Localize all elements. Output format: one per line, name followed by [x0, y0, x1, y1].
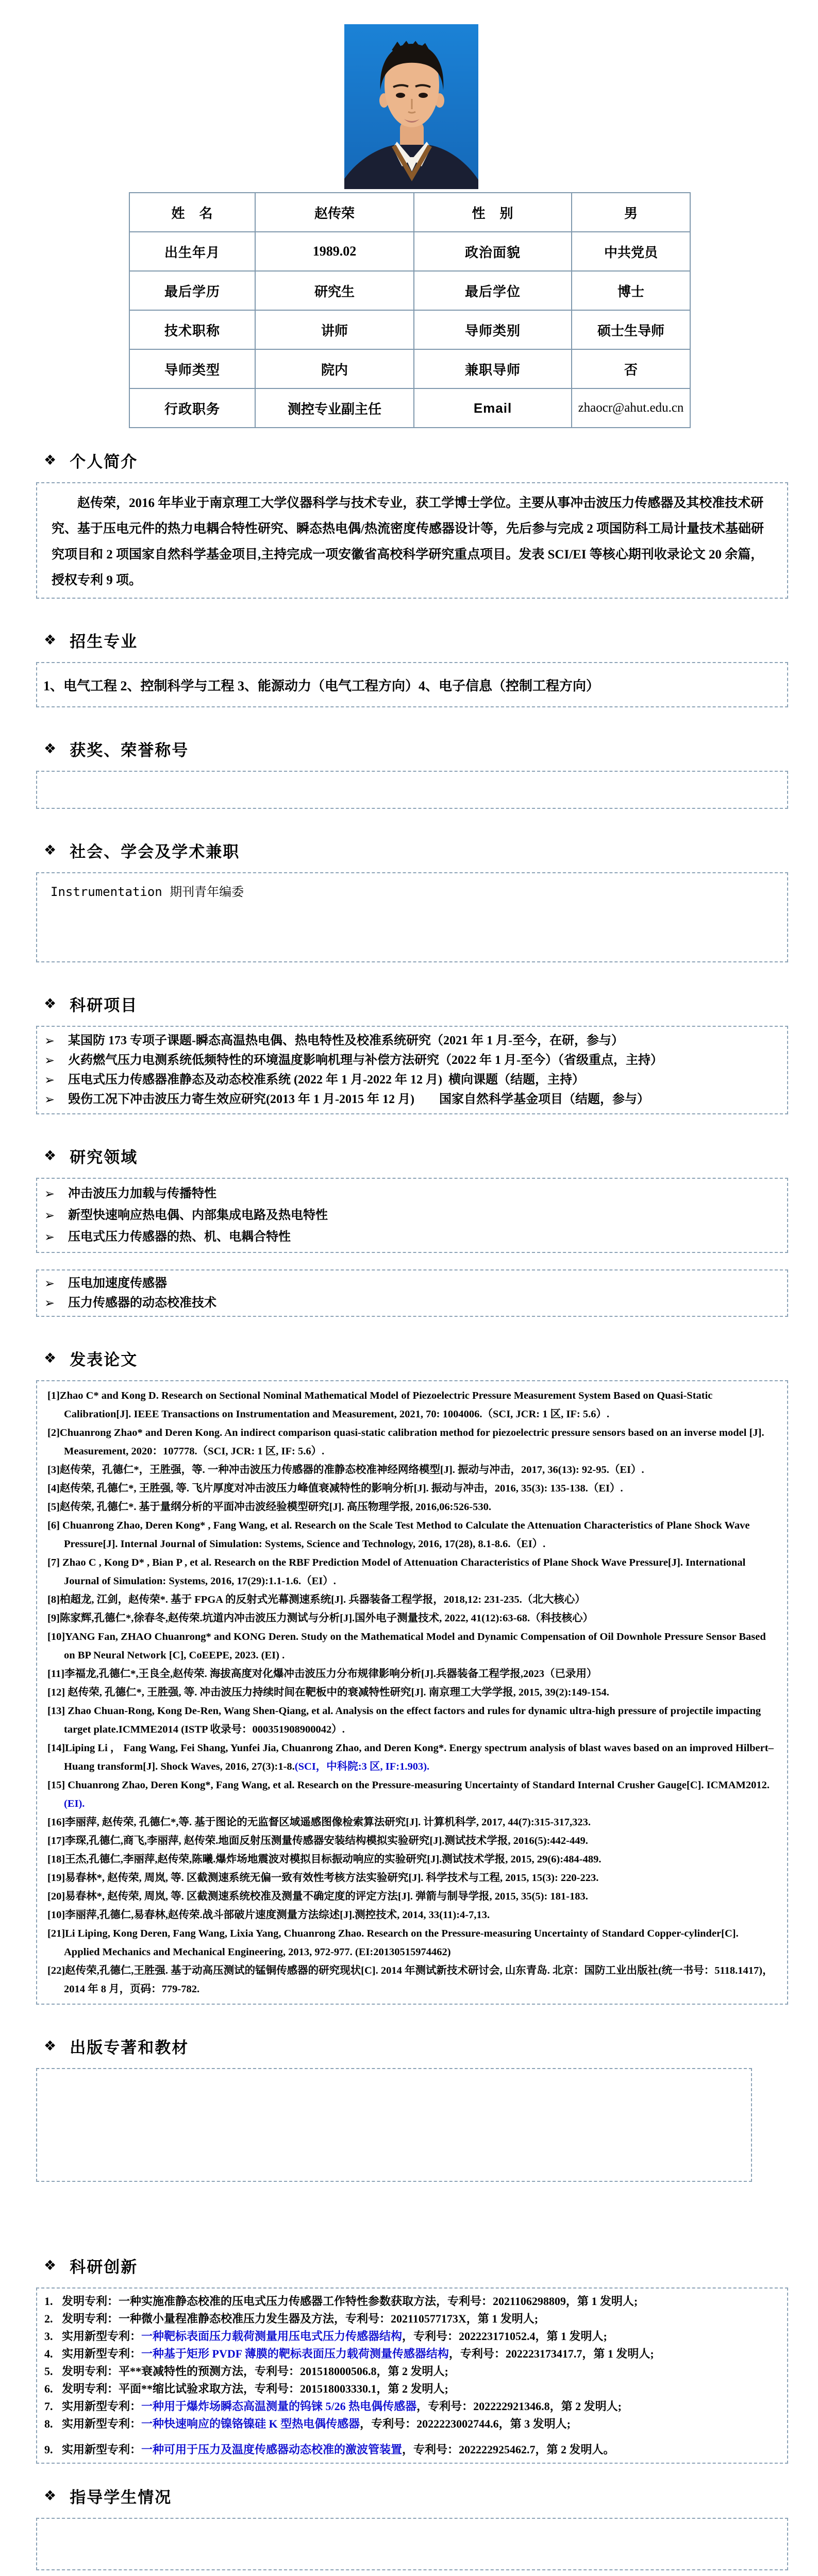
patent-details: ，专利号：202222921346.8，第 2 发明人; [416, 2400, 622, 2413]
students-box [36, 2518, 788, 2570]
patent-title: 平**衰减特性的预测方法 [119, 2365, 244, 2378]
publication-item [47, 1832, 776, 1850]
table-row [129, 193, 690, 232]
patent-details: ，专利号：2021106298809，第 1 发明人; [436, 2295, 638, 2308]
patent-item [44, 2363, 780, 2380]
table-row [129, 388, 690, 428]
section-header [44, 2035, 818, 2058]
field-label: 导师类别 [414, 310, 572, 349]
section-research-fields [0, 1144, 818, 1317]
patent-type: 实用新型专利： [62, 2400, 142, 2413]
field-value: 赵传荣 [255, 193, 414, 232]
diamond-bullet-icon [44, 1351, 56, 1365]
enrollment-text: 1、电气工程 2、控制科学与工程 3、能源动力（电气工程方向）4、电子信息（控制工程方向） [43, 678, 600, 693]
patent-type: 实用新型专利： [62, 2330, 142, 2343]
publication-item [47, 1869, 776, 1887]
enrollment-box [36, 662, 788, 707]
publications-box [36, 1380, 788, 2005]
patent-item [44, 2328, 780, 2345]
section-header [44, 2254, 818, 2277]
publication-item [47, 1683, 776, 1702]
patent-item [44, 2441, 780, 2459]
patent-item [44, 2380, 780, 2398]
publication-highlight: (EI). [64, 1798, 85, 1809]
field-value: 院内 [255, 349, 414, 388]
research-field-text: 压电式压力传感器的热、机、电耦合特性 [68, 1230, 291, 1244]
publication-text: [1]Zhao C* and Kong D. Research on Sectional Nominal Mathematical Model of Piezoelectric Pressure Measurement System Based on Quasi-Static Calibration[J]. IEEE Transactions on Instrumentation and Measurement, 2021, 70: 1004006.（SCI, JCR: 1 区, IF: 5.6）. [47, 1390, 713, 1420]
publication-text: [12] 赵传荣, 孔德仁*, 王胜强, 等. 冲击波压力持续时间在靶板中的衰减特性研究[J]. 南京理工大学学报, 2015, 39(2):149-154. [47, 1687, 609, 1698]
publication-item [47, 1461, 776, 1479]
research-fields-list-2 [44, 1274, 780, 1313]
arrow-bullet-icon [44, 1226, 58, 1248]
table-row [129, 349, 690, 388]
publication-highlight: (SCI，中科院:3 区, IF:1.903). [294, 1761, 430, 1772]
research-fields-box-1 [36, 1178, 788, 1253]
publication-text: [21]Li Liping, Kong Deren, Fang Wang, Lixia Yang, Chuanrong Zhao. Research on the Pressure-measuring Uncertainty of Standard Copper-cylinder[C]. Applied Mechanics and Mechanical Engineering, 2013, 972-977. (EI:20130515974462) [47, 1928, 739, 1958]
research-field-text: 压力传感器的动态校准技术 [68, 1296, 216, 1310]
publication-text: [18]王杰,孔德仁,李丽萍,赵传荣,陈曦.爆炸场地震波对模拟目标振动响应的实验研究[J].测试技术学报, 2015, 29(6):484-489. [47, 1854, 602, 1865]
publication-item [47, 1498, 776, 1516]
field-value: 研究生 [255, 271, 414, 310]
section-enrollment [0, 629, 818, 707]
project-text: 某国防 173 专项子课题-瞬态高温热电偶、热电特性及校准系统研究（2021 年 1 月-至今，在研，参与） [68, 1034, 624, 1047]
publication-text: [2]Chuanrong Zhao* and Deren Kong. An indirect comparison quasi-static calibration method for piezoelectric pressure sensors based on an inverse model [J]. Measurement, 2020：107778.（SCI, JCR: 1 区, IF: 5.6）. [47, 1427, 764, 1457]
diamond-bullet-icon [44, 2039, 56, 2053]
membership-text: Instrumentation 期刊青年编委 [51, 885, 244, 899]
arrow-bullet-icon [44, 1070, 58, 1090]
info-table-body [129, 193, 690, 428]
intro-box [36, 482, 788, 599]
project-text: 火药燃气压力电测系统低频特性的环境温度影响机理与补偿方法研究（2022 年 1 月-至今）（省级重点，主持） [68, 1054, 663, 1067]
patents-list [44, 2293, 780, 2459]
patent-title: 一种基于矩形 PVDF 薄膜的靶标表面压力载荷测量传感器结构 [141, 2347, 449, 2360]
innovation-box [36, 2287, 788, 2464]
research-field-item [44, 1226, 780, 1248]
section-title: 个人简介 [70, 453, 138, 471]
field-label: 最后学历 [129, 271, 255, 310]
patent-details: ，专利号：201518003330.1，第 2 发明人; [243, 2382, 448, 2395]
section-header [44, 992, 818, 1015]
research-fields-box-2 [36, 1269, 788, 1317]
diamond-bullet-icon [44, 453, 56, 467]
publication-text: [7] Zhao C , Kong D* , Bian P , et al. Research on the RBF Prediction Model of Attenuation Characteristics of Plane Shock Wave Pressure[J]. International Journal of Simulation: Systems, 2016, 17(29):1.1-1.6.（EI）. [47, 1557, 746, 1587]
field-value: 测控专业副主任 [255, 388, 414, 428]
patent-number-index: 2. [44, 2312, 53, 2325]
publication-text: [10]YANG Fan, ZHAO Chuanrong* and KONG Deren. Study on the Mathematical Model and Dynamic Compensation of Oil Downhole Pressure Sensor Based on BP Neural Network [C], CoEEPE, 2023. (EI) . [47, 1631, 766, 1661]
books-box [36, 2068, 752, 2182]
patent-title: 一种靶标表面压力载荷测量用压电式压力传感器结构 [141, 2330, 403, 2343]
patent-type: 实用新型专利： [62, 2347, 142, 2360]
patent-number-index: 1. [44, 2295, 53, 2308]
patent-number-index: 5. [44, 2365, 53, 2378]
publication-text: [6] Chuanrong Zhao, Deren Kong* , Fang Wang, et al. Research on the Scale Test Method to Calculate the Attenuation Characteristics of Plane Shock Wave Pressure[J]. Internal Journal of Simulation: Systems, Science and Technology, 2016, 17(28), 8.1-8.6.（EI）. [47, 1520, 750, 1550]
publication-item [47, 1702, 776, 1739]
projects-box [36, 1026, 788, 1114]
publication-text: [19]易春林*, 赵传荣, 周岚, 等. 区截测速系统无偏一致有效性考核方法实验研究[J]. 科学技术与工程, 2015, 15(3): 220-223. [47, 1872, 599, 1884]
publication-item [47, 1813, 776, 1832]
publication-item [47, 1609, 776, 1628]
section-memberships [0, 839, 818, 962]
patent-number-index: 3. [44, 2330, 53, 2343]
patent-details: ，专利号：202110577173X，第 1 发明人; [334, 2312, 539, 2325]
arrow-bullet-icon [44, 1183, 58, 1205]
arrow-bullet-icon [44, 1050, 58, 1070]
section-title: 获奖、荣誉称号 [70, 741, 189, 759]
patent-details: ，专利号：202223171052.4，第 1 发明人; [402, 2330, 607, 2343]
section-students [0, 2484, 818, 2570]
patent-type: 发明专利： [62, 2312, 119, 2325]
patent-details: ，专利号：2022223002744.6，第 3 发明人; [360, 2417, 571, 2430]
section-projects [0, 992, 818, 1114]
research-field-text: 新型快速响应热电偶、内部集成电路及热电特性 [68, 1209, 328, 1222]
field-value: zhaocr@ahut.edu.cn [572, 388, 690, 428]
field-label: 出生年月 [129, 232, 255, 271]
patent-number-index: 7. [44, 2400, 53, 2413]
publication-text: [8]柏超龙, 江剑，赵传荣*. 基于 FPGA 的反射式光幕测速系统[J]. 兵器装备工程学报，2018,12: 231-235.（北大核心） [47, 1594, 586, 1605]
diamond-bullet-icon [44, 997, 56, 1011]
publication-text: [10]李丽萍,孔德仁,易春林,赵传荣.战斗部破片速度测量方法综述[J].测控技术, 2014, 33(11):4-7,13. [47, 1909, 490, 1921]
arrow-bullet-icon [44, 1090, 58, 1109]
publication-item [47, 1850, 776, 1869]
section-header [44, 839, 818, 862]
publications-list [47, 1386, 776, 1998]
section-innovation [0, 2254, 818, 2464]
research-fields-list-1 [44, 1183, 780, 1248]
publication-text: [17]李琛,孔德仁,商飞,李丽萍, 赵传荣.地面反射压测量传感器安装结构模拟实验研究[J].测试技术学报, 2016(5):442-449. [47, 1835, 588, 1846]
arrow-bullet-icon [44, 1293, 58, 1313]
section-header [44, 2484, 818, 2507]
patent-item [44, 2310, 780, 2328]
section-header [44, 1144, 818, 1167]
patent-number-index: 9. [44, 2443, 53, 2456]
section-title: 科研创新 [70, 2258, 138, 2276]
patent-type: 发明专利： [62, 2295, 119, 2308]
publication-text: [22]赵传荣,孔德仁,王胜强. 基于动高压测试的锰铜传感器的研究现状[C]. 2014 年测试新技术研讨会, 山东青岛. 北京：国防工业出版社(统一书号：5118.1417)，2014 年 8 月，页码：779-782. [47, 1965, 773, 1995]
profile-photo [344, 24, 478, 189]
diamond-bullet-icon [44, 633, 56, 647]
field-label: 政治面貌 [414, 232, 572, 271]
patent-title: 一种实施准静态校准的压电式压力传感器工作特性参数获取方法 [119, 2295, 437, 2308]
publication-text: [13] Zhao Chuan-Rong, Kong De-Ren, Wang Shen-Qiang, et al. Analysis on the effect factors and rules for dynamic ultra-high pressure of projectile impacting target plate.ICMME2014 (ISTP 收录号：000351908900042）. [47, 1705, 761, 1735]
field-value: 硕士生导师 [572, 310, 690, 349]
section-books [0, 2035, 818, 2182]
arrow-bullet-icon [44, 1205, 58, 1226]
patent-details: ，专利号：202222925462.7，第 2 发明人。 [402, 2443, 615, 2456]
diamond-bullet-icon [44, 1149, 56, 1163]
portrait-photo-image [344, 24, 478, 189]
section-header [44, 1347, 818, 1370]
publication-item [47, 1590, 776, 1609]
field-value: 否 [572, 349, 690, 388]
arrow-bullet-icon [44, 1031, 58, 1050]
patent-title: 一种快速响应的镍铬镍硅 K 型热电偶传感器 [141, 2417, 360, 2430]
publication-item [47, 1776, 776, 1813]
patent-number-index: 6. [44, 2382, 53, 2395]
project-item [44, 1031, 780, 1050]
field-label: 性 别 [414, 193, 572, 232]
patent-item [44, 2415, 780, 2433]
publication-text: [9]陈家辉,孔德仁*,徐春冬,赵传荣.坑道内冲击波压力测试与分析[J].国外电子测量技术, 2022, 41(12):63-68.（科技核心） [47, 1613, 594, 1624]
research-field-text: 压电加速度传感器 [68, 1277, 167, 1290]
section-intro [0, 449, 818, 599]
section-publications [0, 1347, 818, 2005]
section-title: 研究领域 [70, 1148, 138, 1166]
patent-number-index: 8. [44, 2417, 53, 2430]
publication-text: [3]赵传荣，孔德仁*，王胜强，等. 一种冲击波压力传感器的准静态校准神经网络模型[J]. 振动与冲击，2017, 36(13): 92-95.（EI）. [47, 1464, 644, 1476]
publication-item [47, 1887, 776, 1906]
field-label: 导师类型 [129, 349, 255, 388]
field-value: 男 [572, 193, 690, 232]
section-title: 出版专著和教材 [70, 2039, 189, 2057]
table-row [129, 271, 690, 310]
patent-details: ，专利号：202223173417.7，第 1 发明人; [448, 2347, 654, 2360]
faculty-profile-page [0, 24, 818, 2576]
patent-title: 一种微小量程准静态校准压力发生器及方法 [119, 2312, 335, 2325]
patent-title: 平面**缩比试验求取方法 [119, 2382, 244, 2395]
section-header [44, 737, 818, 760]
publication-text: [20]易春林*, 赵传荣, 周岚, 等. 区截测速系统校准及测量不确定度的评定方法[J]. 弹箭与制导学报, 2015, 35(5): 181-183. [47, 1891, 588, 1902]
research-field-item [44, 1274, 780, 1293]
publication-item [47, 1924, 776, 1961]
section-title: 科研项目 [70, 996, 138, 1014]
patent-item [44, 2293, 780, 2310]
publication-item [47, 1553, 776, 1590]
field-value: 讲师 [255, 310, 414, 349]
field-value: 中共党员 [572, 232, 690, 271]
section-awards [0, 737, 818, 809]
project-text: 压电式压力传感器准静态及动态校准系统 (2022 年 1 月-2022 年 12 月) 横向课题（结题，主持） [68, 1073, 585, 1087]
section-title: 指导学生情况 [70, 2488, 172, 2506]
publication-text: [4]赵传荣, 孔德仁*, 王胜强, 等. 飞片厚度对冲击波压力峰值衰减特性的影响分析[J]. 振动与冲击，2016, 35(3): 135-138.（EI）. [47, 1483, 623, 1494]
diamond-bullet-icon [44, 2259, 56, 2273]
table-row [129, 232, 690, 271]
memberships-box [36, 872, 788, 962]
field-label: 兼职导师 [414, 349, 572, 388]
field-label: Email [414, 388, 572, 428]
patent-number-index: 4. [44, 2347, 53, 2360]
publication-item [47, 1423, 776, 1461]
field-label: 姓 名 [129, 193, 255, 232]
patent-type: 实用新型专利： [62, 2417, 142, 2430]
diamond-bullet-icon [44, 742, 56, 756]
diamond-bullet-icon [44, 843, 56, 857]
project-text: 毁伤工况下冲击波压力寄生效应研究(2013 年 1 月-2015 年 12 月) 国家自然科学基金项目（结题，参与） [68, 1093, 649, 1106]
patent-item [44, 2398, 780, 2415]
arrow-bullet-icon [44, 1274, 58, 1293]
section-header [44, 629, 818, 652]
field-label: 行政职务 [129, 388, 255, 428]
patent-details: ，专利号：201518000506.8，第 2 发明人; [243, 2365, 448, 2378]
publication-text: [15] Chuanrong Zhao, Deren Kong*, Fang Wang, et al. Research on the Pressure-measuring Uncertainty of Standard Internal Crusher Gauge[C]. ICMAM2012. [47, 1780, 770, 1791]
patent-type: 实用新型专利： [62, 2443, 142, 2456]
publication-item [47, 1516, 776, 1553]
project-item [44, 1090, 780, 1109]
field-value: 博士 [572, 271, 690, 310]
publication-text: [16]李丽萍, 赵传荣, 孔德仁*,等. 基于图论的无监督区域遥感图像检索算法研究[J]. 计算机科学, 2017, 44(7):315-317,323. [47, 1817, 591, 1828]
table-row [129, 310, 690, 349]
field-label: 最后学位 [414, 271, 572, 310]
section-title: 发表论文 [70, 1351, 138, 1369]
publication-item [47, 1386, 776, 1423]
patent-title: 一种可用于压力及温度传感器动态校准的激波管装置 [141, 2443, 403, 2456]
patent-item [44, 2345, 780, 2363]
projects-list [44, 1031, 780, 1109]
publication-item [47, 1665, 776, 1683]
project-item [44, 1070, 780, 1090]
publication-item [47, 1961, 776, 1998]
section-header [44, 449, 818, 472]
field-label: 技术职称 [129, 310, 255, 349]
patent-title: 一种用于爆炸场瞬态高温测量的钨铼 5/26 热电偶传感器 [141, 2400, 417, 2413]
diamond-bullet-icon [44, 2489, 56, 2503]
profile-info-table [129, 192, 691, 428]
research-field-item [44, 1293, 780, 1313]
publication-item [47, 1739, 776, 1776]
publication-item [47, 1479, 776, 1498]
awards-box [36, 771, 788, 809]
research-field-item [44, 1205, 780, 1226]
publication-text: [11]李福龙,孔德仁*,王良全,赵传荣. 海拔高度对化爆冲击波压力分布规律影响分析[J].兵器装备工程学报,2023（已录用） [47, 1668, 597, 1680]
intro-text: 赵传荣，2016 年毕业于南京理工大学仪器科学与技术专业，获工学博士学位。主要从事冲击波压力传感器及其校准技术研究、基于压电元件的热力电耦合特性研究、瞬态热电偶/热流密度传感器设计等，先后参与完成 2 项国防科工局计量技术基础研究项目和 2 项国家自然科学基金项目,主持完成一项安徽省高校科学研究重点项目。发表 SCI/EI 等核心期刊收录论文 20 余篇，授权专利 9 项。 [52, 496, 764, 587]
research-field-item [44, 1183, 780, 1205]
publication-text: [14]Liping Li ， Fang Wang, Fei Shang, Yunfei Jia, Chuanrong Zhao, and Deren Kong*. Energy spectrum analysis of blast waves based on an improved Hilbert–Huang transform[J]. Shock Waves, 2016, 27(3):1-8. [47, 1742, 774, 1772]
publication-item [47, 1906, 776, 1924]
section-title: 社会、学会及学术兼职 [70, 843, 240, 861]
patent-type: 发明专利： [62, 2382, 119, 2395]
publication-text: [5]赵传荣, 孔德仁*. 基于量纲分析的平面冲击波经验模型研究[J]. 高压物理学报, 2016,06:526-530. [47, 1501, 491, 1513]
research-field-text: 冲击波压力加载与传播特性 [68, 1187, 216, 1200]
section-title: 招生专业 [70, 633, 138, 651]
publication-item [47, 1628, 776, 1665]
field-value: 1989.02 [255, 232, 414, 271]
project-item [44, 1050, 780, 1070]
patent-type: 发明专利： [62, 2365, 119, 2378]
